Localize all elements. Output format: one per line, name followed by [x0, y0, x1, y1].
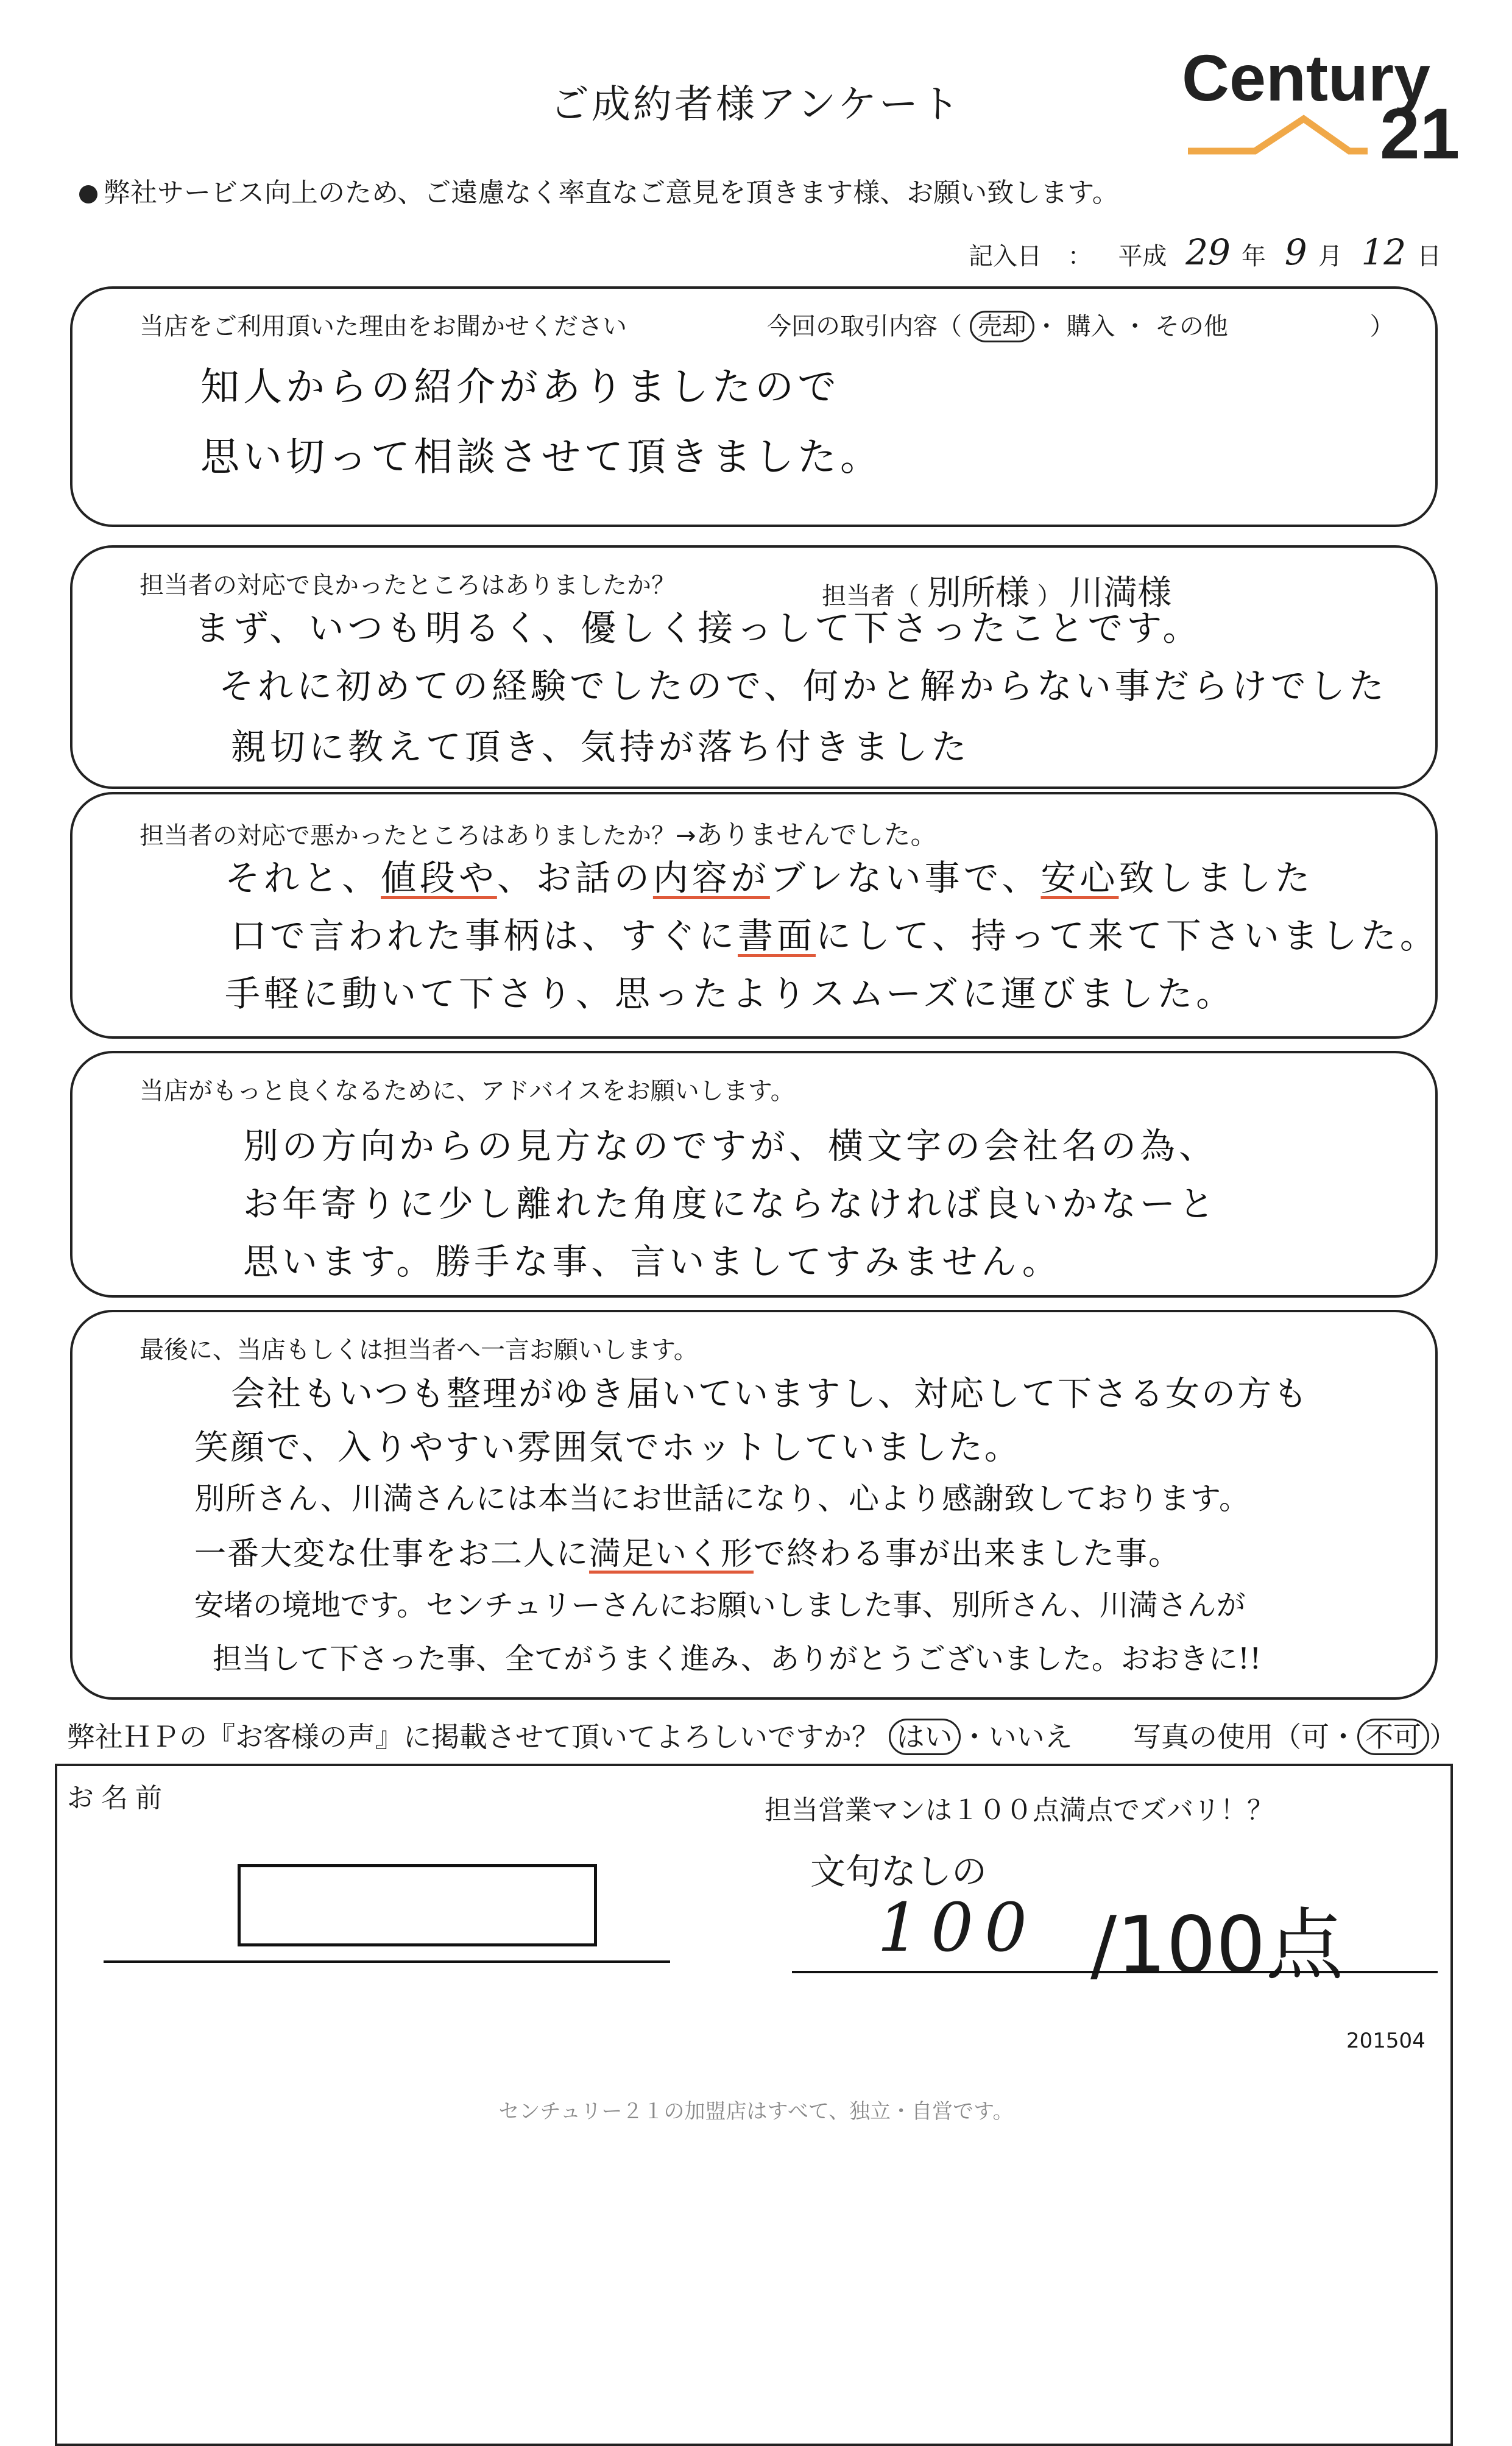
question-panel-1	[70, 286, 1438, 527]
arrow-right-icon: →	[676, 822, 696, 850]
answer-3-note[interactable]: ありませんでした。	[696, 819, 938, 850]
date-sep: ：	[1067, 242, 1092, 270]
underlined-content: 内容が	[652, 857, 770, 899]
date-day-unit: 日	[1417, 242, 1442, 270]
date-month-unit: 月	[1318, 242, 1343, 270]
underlined-relief: 安心	[1040, 857, 1119, 899]
answer-5-line-2[interactable]: 笑顔で、入りやすい雰囲気でホットしていました。	[194, 1428, 1020, 1468]
question-panel-5	[70, 1310, 1438, 1700]
question-1-text: 当店をご利用頂いた理由をお聞かせください	[140, 313, 627, 341]
answer-2-line-1[interactable]: まず、いつも明るく、優しく接っして下さったことです。	[194, 607, 1202, 649]
deal-label: 今回の取引内容	[767, 313, 938, 341]
hp-yes-option[interactable]: はい	[889, 1719, 961, 1755]
answer-1-line-1[interactable]: 知人からの紹介がありましたので	[200, 365, 840, 410]
name-redaction-box	[238, 1864, 597, 1946]
photo-ng-option[interactable]: 不可	[1357, 1719, 1429, 1755]
answer-4-line-3[interactable]: 思います。勝手な事、言いましてすみません。	[243, 1241, 1061, 1282]
staff-close: ）	[1037, 582, 1062, 610]
logo-roof-line	[1188, 119, 1368, 151]
staff-label: 担当者（	[822, 582, 919, 610]
hp-consent: 弊社ＨＰの『お客様の声』に掲載させて頂いてよろしいですか？ はい ・いいえ	[67, 1715, 1073, 1755]
answer-5-line-1[interactable]: 会社もいつも整理がゆき届いていますし、対応して下さる女の方も	[231, 1374, 1309, 1414]
answer-3-line-3[interactable]: 手軽に動いて下さり、思ったよりスムーズに運びました。	[225, 973, 1235, 1014]
intro-sentence: 弊社サービス向上のため、ご遠慮なく率直なご意見を頂きます様、お願い致します。	[104, 177, 1119, 208]
question-2-text: 担当者の対応で良かったところはありましたか？	[140, 571, 676, 599]
answer-5-line-4[interactable]: 一番大変な仕事をお二人に満足いく形で終わる事が出来ました事。	[194, 1536, 1182, 1572]
bullet-icon	[79, 185, 97, 203]
question-panel-3	[70, 792, 1438, 1039]
question-3-text	[140, 813, 938, 852]
answer-2-line-3[interactable]: 親切に教えて頂き、気持が落ち付きました	[231, 726, 970, 768]
date-year-unit: 年	[1241, 242, 1266, 270]
question-3-label: 担当者の対応で悪かったところはありましたか？	[140, 822, 676, 850]
score-value[interactable]: 100	[877, 1889, 1038, 1967]
page-title: ご成約者様アンケート	[549, 82, 963, 127]
intro-text	[79, 171, 1119, 210]
answer-5-line-3[interactable]: 別所さん、川満さんには本当にお世話になり、心より感謝致しております。	[194, 1481, 1250, 1516]
answer-3-line-1[interactable]: それと、値段や、お話の内容がブレない事で、安心致しました	[225, 857, 1314, 899]
underlined-document: 書面	[738, 915, 816, 956]
question-panel-4	[70, 1051, 1438, 1298]
logo-wordmark: Century	[1182, 43, 1431, 115]
logo-number: 21	[1380, 94, 1460, 171]
score-max: /100点	[1090, 1900, 1344, 1991]
century21-logo	[1182, 43, 1462, 171]
deal-option-other[interactable]: その他	[1154, 313, 1228, 341]
staff-name-extra[interactable]: 川満様	[1069, 573, 1172, 613]
footer-note: センチュリー２１の加盟店はすべて、独立・自営です。	[498, 2099, 1014, 2124]
date-year[interactable]: 29	[1185, 232, 1231, 273]
deal-option-buy[interactable]: 購入	[1066, 313, 1115, 341]
date-day[interactable]: 12	[1361, 232, 1407, 273]
answer-5-line-6[interactable]: 担当して下さった事、全てがうまく進み、ありがとうございました。おおきに!!	[213, 1642, 1262, 1676]
answer-1-line-2[interactable]: 思い切って相談させて頂きました。	[200, 435, 883, 480]
underlined-satisfied: 満足いく形	[589, 1536, 754, 1572]
staff-name[interactable]: 別所様	[927, 573, 1030, 613]
score-underline	[792, 1971, 1438, 1973]
deal-type: 今回の取引内容（ 売却 ・ 購入 ・ その他 ）	[767, 307, 1394, 342]
photo-ok-option[interactable]: 可	[1301, 1720, 1329, 1753]
house-roof-icon	[1182, 43, 1462, 171]
question-4-text: 当店がもっと良くなるために、アドバイスをお願いします。	[140, 1077, 795, 1105]
deal-option-sell[interactable]: 売却	[970, 311, 1034, 342]
hp-question: 弊社ＨＰの『お客様の声』に掲載させて頂いてよろしいですか？	[67, 1720, 880, 1753]
name-label: お名前	[67, 1783, 169, 1814]
name-underline	[104, 1960, 670, 1963]
score-question: 担当営業マンは１００点満点でズバリ！？	[765, 1795, 1274, 1826]
answer-2-line-2[interactable]: それに初めての経験でしたので、何かと解からない事だらけでした	[219, 665, 1388, 707]
answer-5-line-5[interactable]: 安堵の境地です。センチュリーさんにお願いしました事、別所さん、川満さんが	[194, 1588, 1246, 1622]
answer-4-line-2[interactable]: お年寄りに少し離れた角度にならなければ良いかなーと	[243, 1183, 1218, 1225]
deal-open-paren: （	[938, 313, 962, 341]
score-comment[interactable]: 文句なしの	[810, 1851, 987, 1892]
date-month[interactable]: 9	[1284, 232, 1307, 273]
photo-label: 写真の使用（	[1133, 1720, 1301, 1753]
photo-consent: 写真の使用（可・ 不可 ）	[1133, 1715, 1457, 1755]
date-era: 平成	[1118, 242, 1167, 270]
hp-no-option[interactable]: いいえ	[988, 1720, 1073, 1753]
question-5-text: 最後に、当店もしくは担当者へ一言お願いします。	[140, 1336, 698, 1364]
answer-4-line-1[interactable]: 別の方向からの見方なのですが、横文字の会社名の為、	[243, 1125, 1218, 1167]
entry-date	[969, 232, 1441, 273]
deal-close-paren: ）	[1369, 313, 1394, 341]
underlined-price: 値段や	[381, 857, 497, 899]
answer-3-line-2[interactable]: 口で言われた事柄は、すぐに書面にして、持って来て下さいました。	[231, 915, 1439, 956]
form-code: 201504	[1346, 2029, 1425, 2053]
date-label: 記入日	[969, 242, 1042, 270]
question-panel-2	[70, 545, 1438, 789]
